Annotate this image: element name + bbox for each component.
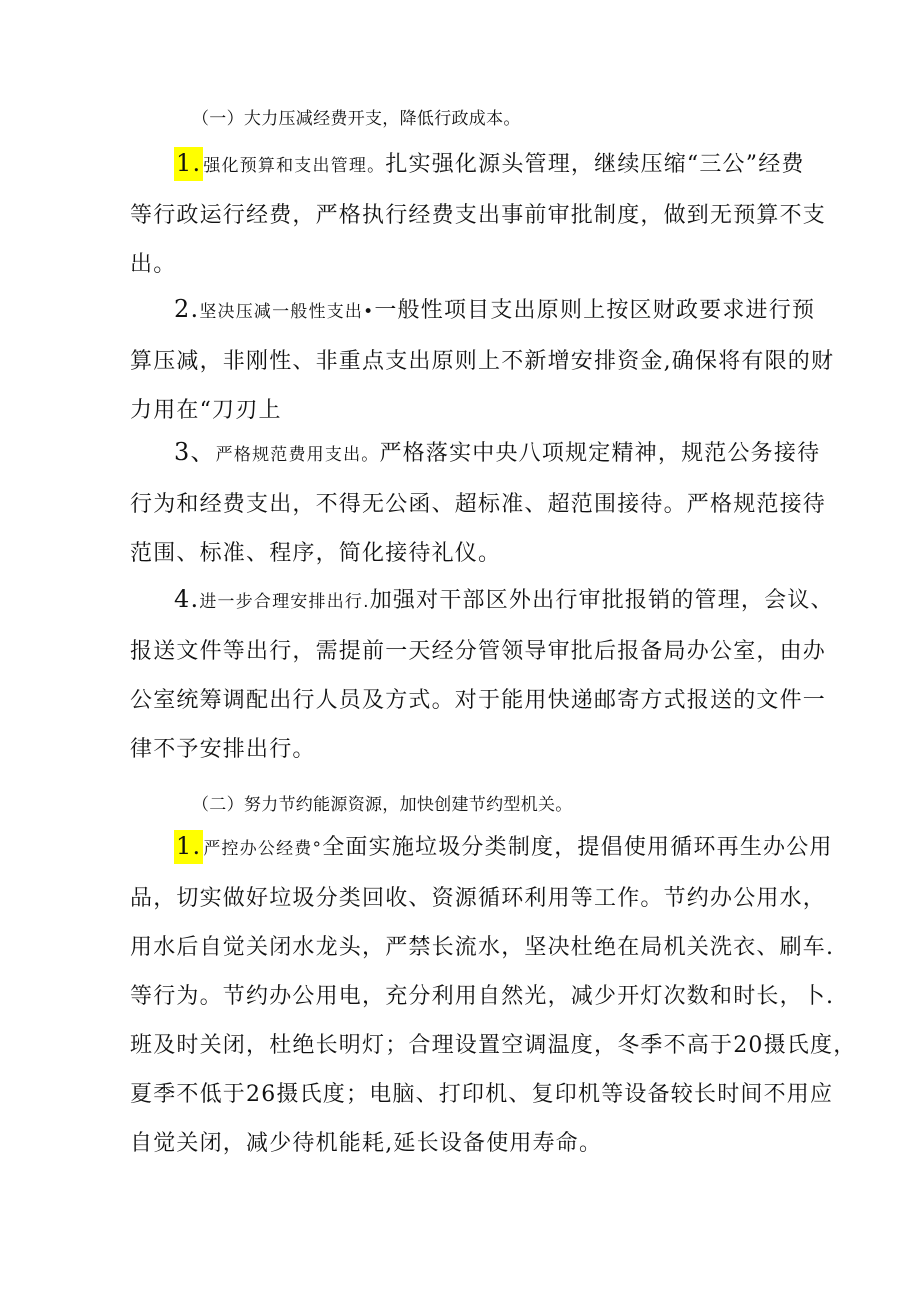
paragraph-line: 力用在“刀刃上 [130, 398, 282, 423]
paragraph-line: 出。 [130, 252, 177, 277]
item-number-highlighted: 1. [174, 147, 203, 181]
section-heading-2: （二）努力节约能源资源，加快创建节约型机关。 [192, 795, 573, 815]
paragraph-2-1 [130, 822, 857, 1168]
paragraph-line: 用水后自觉关闭水龙头，严禁长流水，坚决杜绝在局机关洗衣、刷车. [130, 935, 835, 960]
item-number: 2. [174, 295, 200, 323]
item-text: 扎实强化源头管理，继续压缩“三公”经费 [385, 152, 805, 177]
item-lead: 严格规范费用支出。 [215, 445, 380, 465]
item-number-highlighted: 1. [174, 830, 203, 864]
item-number: 3、 [174, 438, 216, 466]
item-number: 4. [174, 585, 200, 613]
paragraph-line [130, 822, 833, 874]
item-text: 一般性项目支出原则上按区财政要求进行预 [374, 298, 816, 323]
paragraph-line: 律不予安排出行。 [130, 737, 316, 762]
paragraph-line: 夏季不低于26摄氏度；电脑、打印机、复印机等设备较长时间不用应 [130, 1082, 834, 1107]
paragraph-line: 范围、标准、程序，简化接待礼仪。 [130, 541, 502, 566]
item-text: 加强对干部区外出行审批报销的管理，会议、 [369, 588, 834, 613]
paragraph-line: 报送文件等出行，需提前一天经分管领导审批后报备局办公室，由办 [130, 639, 827, 664]
paragraph-line: 品，切实做好垃圾分类回收、资源循环利用等工作。节约办公用水， [130, 886, 827, 911]
paragraph-line [130, 285, 816, 337]
paragraph-line: 自觉关闭，减少待机能耗,延长设备使用寿命。 [130, 1131, 603, 1156]
paragraph-line [130, 428, 821, 480]
item-lead: 严控办公经费° [203, 839, 323, 859]
paragraph-1-4 [130, 575, 834, 774]
paragraph-line: 等行政运行经费，严格执行经费支出事前审批制度，做到无预算不支 [130, 203, 827, 228]
paragraph-line: 公室统筹调配出行人员及方式。对于能用快递邮寄方式报送的文件一 [130, 688, 827, 713]
item-lead: 强化预算和支出管理。 [203, 156, 386, 176]
paragraph-line: 行为和经费支出，不得无公函、超标准、超范围接待。严格规范接待 [130, 492, 827, 517]
paragraph-line [130, 139, 805, 191]
section-heading-1: （一）大力压减经费开支，降低行政成本。 [192, 109, 521, 129]
paragraph-line [130, 575, 834, 627]
item-lead: 坚决压减一般性支出• [199, 302, 375, 322]
paragraph-line: 算压减，非刚性、非重点支出原则上不新增安排资金,确保将有限的财 [130, 349, 835, 374]
paragraph-1-3 [130, 428, 827, 578]
paragraph-line: 班及时关闭，杜绝长明灯；合理设置空调温度，冬季不高于20摄氏度， [130, 1033, 857, 1058]
paragraph-1-2 [130, 285, 835, 435]
item-text: 严格落实中央八项规定精神，规范公务接待 [379, 441, 821, 466]
paragraph-line: 等行为。节约办公用电，充分利用自然光，减少开灯次数和时长，卜. [130, 984, 835, 1009]
paragraph-1-1 [130, 139, 827, 289]
item-text: 全面实施垃圾分类制度，提倡使用循环再生办公用 [322, 835, 833, 860]
item-lead: 进一步合理安排出行. [199, 592, 370, 612]
